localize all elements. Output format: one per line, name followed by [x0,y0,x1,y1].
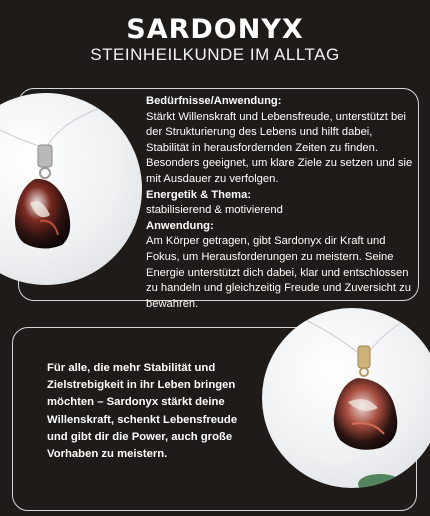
energy-text: stabilisierend & motivierend [146,204,283,217]
usage-text: Am Körper getragen, gibt Sardonyx dir Kraft und Fokus, um Herausforderungen zu meistern. Seine Energie unterstützt dich dabei, klar und entschlossen zu handeln und gleichzeitig Freude und Zuversicht zu bewahren. [146,235,411,310]
pendant-photo-bottom [262,308,430,488]
page-title: SARDONYX [126,14,304,45]
summary-text: Für alle, die mehr Stabilität und Zielstrebigkeit in ihr Leben bringen möchten – Sardonyx stärkt deine Willenskraft, schenkt Lebensfreude und gibt dir die Power, auch große Vorhaben zu meistern. [47,362,238,461]
needs-heading: Bedürfnisse/Anwendung: [146,95,282,107]
needs-text: Stärkt Willenskraft und Lebensfreude, unterstützt bei der Strukturierung des Lebens und hilft dabei, Stabilität in herausfordernden Zeiten zu finden. Besonders geeignet, um klare Ziele zu setzen und sie mit Ausdauer zu verfolgen. [146,110,413,185]
page-subtitle: STEINHEILKUNDE IM ALLTAG [90,45,340,64]
info-text [146,94,418,312]
usage-heading: Anwendung: [146,219,214,232]
energy-heading: Energetik & Thema: [146,188,252,201]
